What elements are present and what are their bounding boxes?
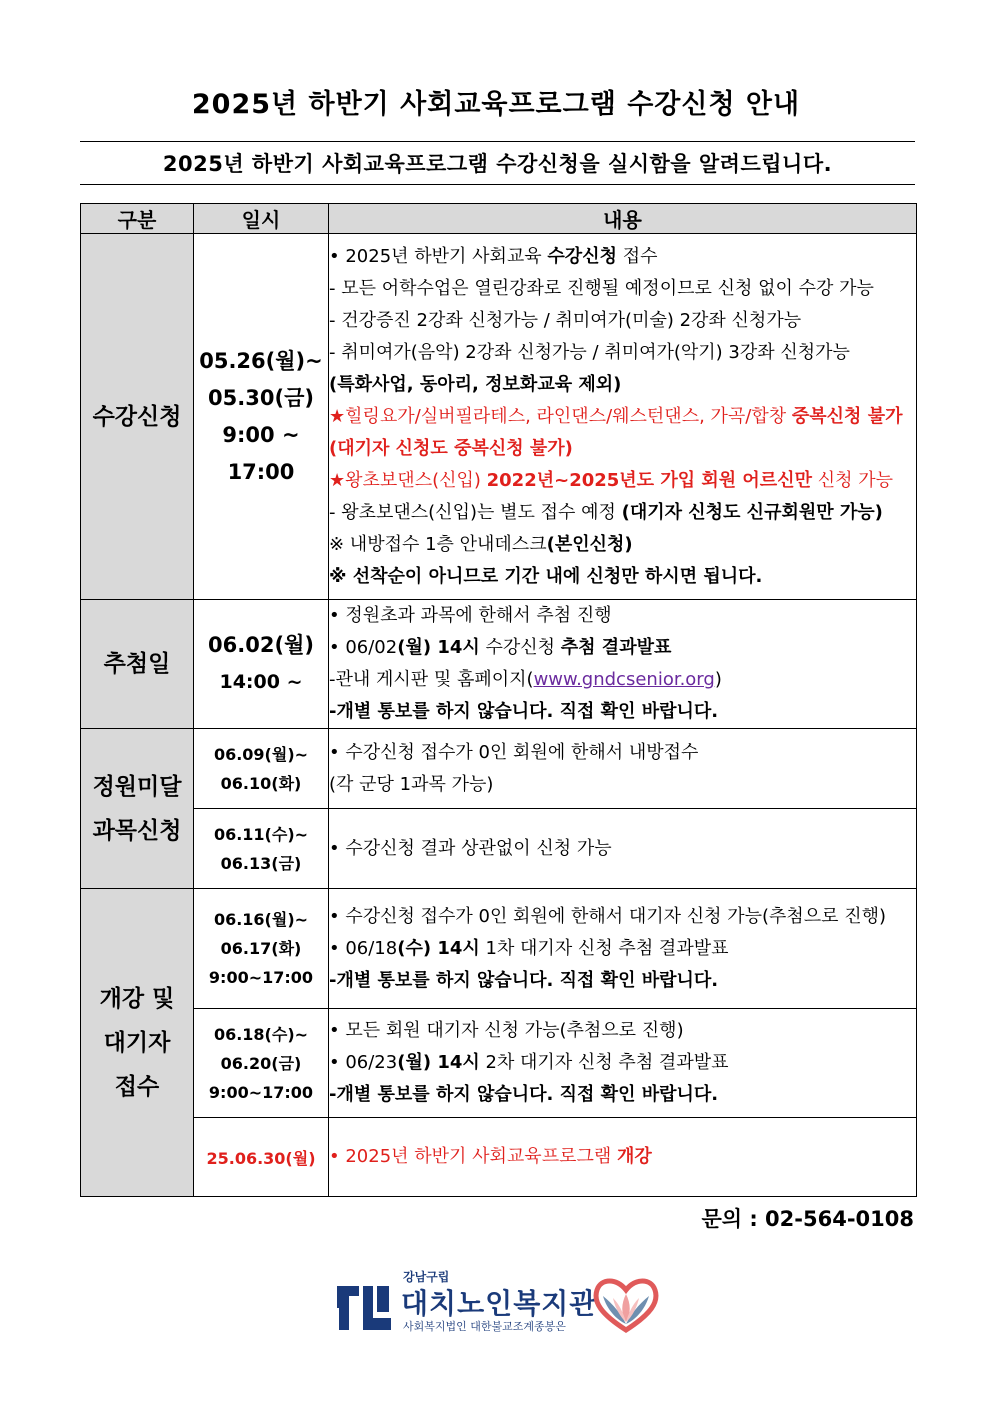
table-row <box>81 1009 917 1118</box>
content-opening-2: • 모든 회원 대기자 신청 가능(추첨으로 진행) • 06/23(월) 14시 2차 대기자 신청 추첨 결과발표 -개별 통보를 하지 않습니다. 직접 확인 바랍니다. <box>329 1009 917 1118</box>
table-row <box>81 234 917 600</box>
content-undersubscribed-1: • 수강신청 접수가 0인 회원에 한해서 내방접수 (각 군당 1과목 가능) <box>329 729 917 809</box>
homepage-link[interactable]: www.gndcsenior.org <box>533 669 715 690</box>
content-lottery: • 정원초과 과목에 한해서 추첨 진행 • 06/02(월) 14시 수강신청 추첨 결과발표 -관내 게시판 및 홈페이지(www.gndcsenior.org) -개별 통보를 하지 않습니다. 직접 확인 바랍니다. <box>329 600 917 729</box>
content-undersubscribed-2: • 수강신청 결과 상관없이 신청 가능 <box>329 809 917 889</box>
date-opening-1: 06.16(월)~ 06.17(화) 9:00~17:00 <box>194 889 329 1009</box>
category-undersubscribed: 정원미달 과목신청 <box>81 729 194 889</box>
category-registration: 수강신청 <box>81 234 194 600</box>
content-opening-3: • 2025년 하반기 사회교육프로그램 개강 <box>329 1118 917 1197</box>
category-opening: 개강 및 대기자 접수 <box>81 889 194 1197</box>
category-lottery: 추첨일 <box>81 600 194 729</box>
table-row <box>81 1118 917 1197</box>
page-title: 2025년 하반기 사회교육프로그램 수강신청 안내 <box>191 89 801 120</box>
header-category: 구분 <box>81 204 194 234</box>
table-row <box>81 809 917 889</box>
organization-logo <box>333 1268 663 1338</box>
content-opening-1: • 수강신청 접수가 0인 회원에 한해서 대기자 신청 가능(추첨으로 진행) • 06/18(수) 14시 1차 대기자 신청 추첨 결과발표 -개별 통보를 하지 않습니다. 직접 확인 바랍니다. <box>329 889 917 1009</box>
contact-info: 문의 : 02-564-0108 <box>701 1207 914 1231</box>
header-date: 일시 <box>194 204 329 234</box>
table-row <box>81 889 917 1009</box>
date-lottery: 06.02(월) 14:00 ~ <box>194 600 329 729</box>
jj-logo-icon <box>333 1274 395 1334</box>
table-row <box>81 729 917 809</box>
date-undersubscribed-1: 06.09(월)~ 06.10(화) <box>194 729 329 809</box>
date-opening-3: 25.06.30(월) <box>194 1118 329 1197</box>
date-undersubscribed-2: 06.11(수)~ 06.13(금) <box>194 809 329 889</box>
logo-subtext: 사회복지법인 대한불교조계종봉은 <box>403 1320 566 1333</box>
logo-name: 대치노인복지관 <box>401 1287 598 1320</box>
content-registration: • 2025년 하반기 사회교육 수강신청 접수 - 모든 어학수업은 열린강좌로 진행될 예정이므로 신청 없이 수강 가능 - 건강증진 2강좌 신청가능 / 취미여가(미술) 2강좌 신청가능 - 취미여가(음악) 2강좌 신청가능 / 취미여가(악기) 3강좌 신청가능 (특화사업, 동아리, 정보화교육 제외) ★힐링요가/실버필라테스, 라인댄스/웨스턴댄스, 가곡/합창 중복신청 불가 (대기자 신청도 중복신청 불가) ★왕초보댄스(신입) 2022년~2025년도 가입 회원 어르신만 신청 가능 - 왕초보댄스(신입)는 별도 접수 예정 (대기자 신청도 신규회원만 가능) ※ 내방접수 1층 안내데스크(본인신청) ※ 선착순이 아니므로 기간 내에 신청만 하시면 됩니다. <box>329 234 917 600</box>
schedule-table <box>80 203 917 1197</box>
date-registration: 05.26(월)~ 05.30(금) 9:00 ~ 17:00 <box>194 234 329 600</box>
lotus-heart-icon <box>591 1274 661 1334</box>
table-header-row <box>81 204 917 234</box>
subtitle: 2025년 하반기 사회교육프로그램 수강신청을 실시함을 알려드립니다. <box>80 141 915 185</box>
logo-small-text: 강남구립 <box>403 1270 450 1284</box>
date-opening-2: 06.18(수)~ 06.20(금) 9:00~17:00 <box>194 1009 329 1118</box>
header-content: 내용 <box>329 204 917 234</box>
table-row <box>81 600 917 729</box>
